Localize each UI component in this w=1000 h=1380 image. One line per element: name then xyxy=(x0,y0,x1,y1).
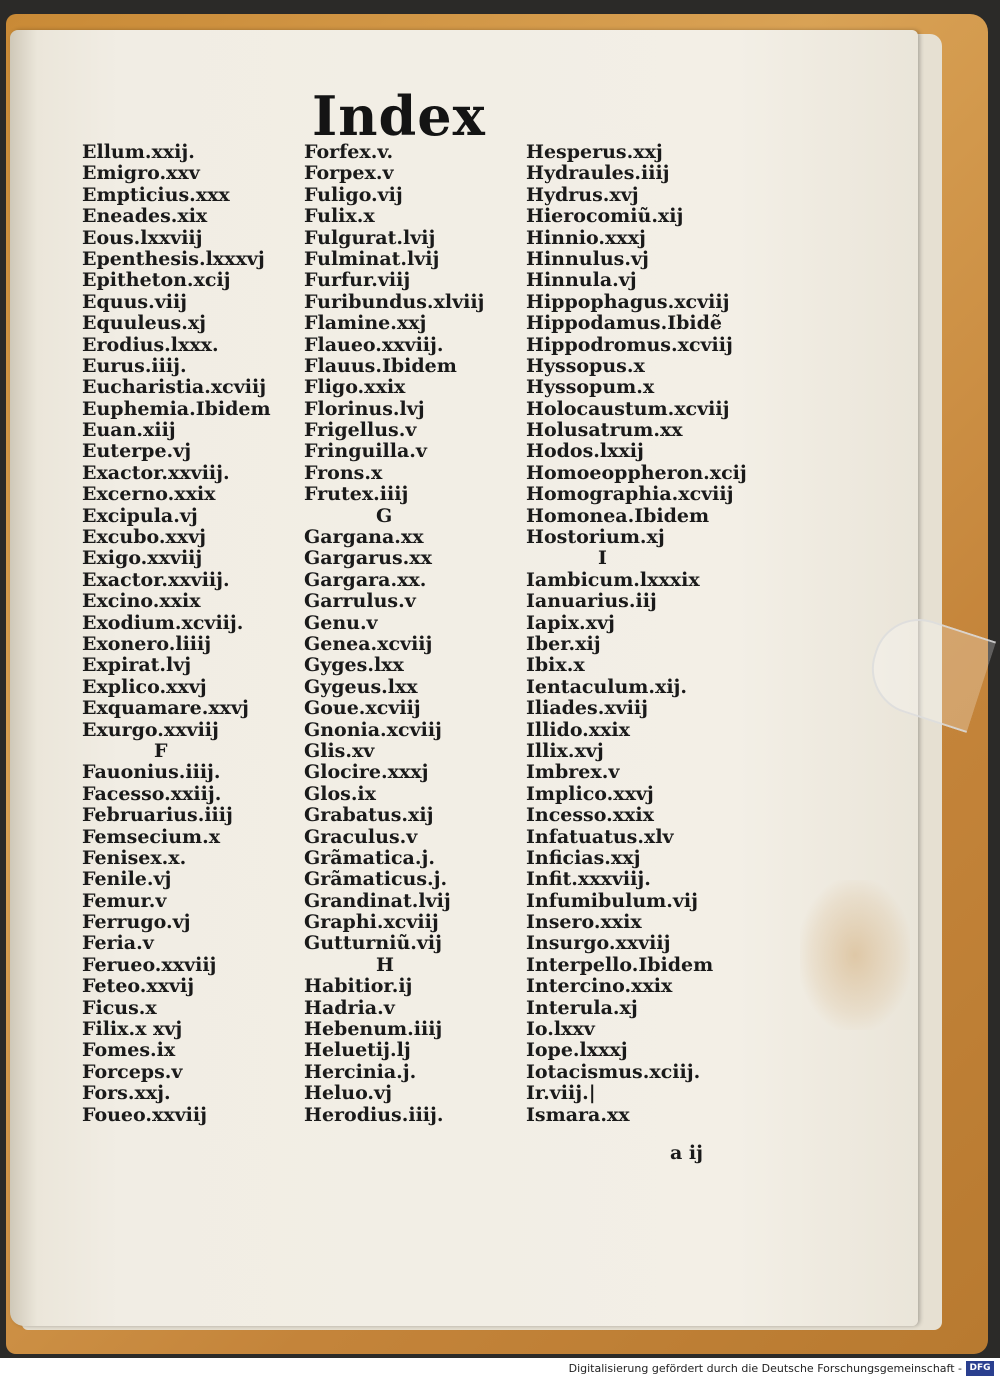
index-entry: Fulgurat.lvij xyxy=(304,226,436,249)
index-entry: Euan.xiij xyxy=(82,419,176,442)
index-entry: Epitheton.xcij xyxy=(82,269,231,292)
index-entry: Emigro.xxv xyxy=(82,162,200,185)
index-entry: Iope.lxxxj xyxy=(526,1039,628,1062)
footer-bar xyxy=(0,1358,1000,1380)
index-entry: Hinnio.xxxj xyxy=(526,226,646,249)
signature-mark: a ij xyxy=(670,1142,704,1164)
index-entry: Hinnulus.vj xyxy=(526,247,649,270)
index-entry: Flauus.Ibidem xyxy=(304,354,457,377)
index-entry: Foueo.xxviij xyxy=(82,1103,207,1126)
index-entry: Excipula.vj xyxy=(82,504,198,527)
index-entry: Fenisex.x. xyxy=(82,846,187,869)
index-entry: Flamine.xxj xyxy=(304,312,427,335)
section-letter: G xyxy=(376,504,393,527)
section-letter: H xyxy=(376,953,394,976)
index-entry: Hinnula.vj xyxy=(526,269,637,292)
index-entry: Exigo.xxviij xyxy=(82,547,203,570)
index-entry: Hierocomiũ.xij xyxy=(526,205,684,228)
index-entry: Ferrugo.vj xyxy=(82,911,191,934)
index-entry: Homonea.Ibidem xyxy=(526,504,710,527)
index-entry: Ferueo.xxviij xyxy=(82,953,217,976)
index-entry: Exonero.liiij xyxy=(82,632,212,655)
index-entry: Genu.v xyxy=(304,611,378,634)
index-column-2 xyxy=(304,142,484,1126)
index-entry: Grandinat.lvij xyxy=(304,889,451,912)
index-entry: Io.lxxv xyxy=(526,1018,595,1041)
index-entry: Ianuarius.iij xyxy=(526,590,657,613)
index-entry: Implico.xxvj xyxy=(526,782,654,805)
paper-stain xyxy=(800,880,910,1030)
index-entry: Exurgo.xxviij xyxy=(82,718,219,741)
index-entry: Gygeus.lxx xyxy=(304,675,418,698)
index-entry: Femur.v xyxy=(82,889,167,912)
index-entry: Fenile.vj xyxy=(82,868,172,891)
index-entry: Hebenum.iiij xyxy=(304,1018,443,1041)
index-entry: Euphemia.Ibidem xyxy=(82,397,271,420)
index-entry: Garrulus.v xyxy=(304,590,416,613)
index-entry: Eucharistia.xcviij xyxy=(82,376,267,399)
index-entry: Exquamare.xxvj xyxy=(82,697,249,720)
index-entry: Habitior.ij xyxy=(304,975,413,998)
index-entry: Hippodamus.Ibidẽ xyxy=(526,312,723,335)
index-entry: Facesso.xxiij. xyxy=(82,782,222,805)
index-entry: Grabatus.xij xyxy=(304,804,434,827)
index-entry: Hydraules.iiij xyxy=(526,162,670,185)
index-entry: Equuleus.xj xyxy=(82,312,207,335)
dfg-logo: DFG xyxy=(966,1361,994,1376)
index-entry: Ellum.xxij. xyxy=(82,141,195,163)
index-entry: Excino.xxix xyxy=(82,590,201,613)
index-entry: Insero.xxix xyxy=(526,911,642,934)
index-entry: Goue.xcviij xyxy=(304,697,421,720)
index-entry: Frigellus.v xyxy=(304,419,417,442)
index-entry: Forpex.v xyxy=(304,162,394,185)
index-entry: Eous.lxxviij xyxy=(82,226,203,249)
index-entry: Iapix.xvj xyxy=(526,611,615,634)
index-entry: Fuligo.vij xyxy=(304,183,403,206)
index-entry: Incesso.xxix xyxy=(526,804,654,827)
index-entry: Fors.xxj. xyxy=(82,1082,171,1105)
index-entry: Ir.viij.| xyxy=(526,1082,596,1105)
index-entry: Exactor.xxviij. xyxy=(82,461,230,484)
index-entry: Hippodromus.xcviij xyxy=(526,333,733,356)
index-entry: Gyges.lxx xyxy=(304,654,404,677)
index-entry: Inficias.xxj xyxy=(526,846,641,869)
index-entry: Exodium.xcviij. xyxy=(82,611,244,634)
index-column-1 xyxy=(82,142,271,1126)
index-entry: Illido.xxix xyxy=(526,718,630,741)
index-entry: Frutex.iiij xyxy=(304,483,409,506)
index-entry: Genea.xcviij xyxy=(304,632,433,655)
index-entry: Illix.xvj xyxy=(526,739,604,762)
index-entry: Fringuilla.v xyxy=(304,440,427,463)
index-entry: Hydrus.xvj xyxy=(526,183,639,206)
index-entry: Furfur.viij xyxy=(304,269,411,292)
index-entry: Iotacismus.xciij. xyxy=(526,1060,701,1083)
section-letter: F xyxy=(154,739,168,762)
index-entry: Hippophagus.xcviij xyxy=(526,290,730,313)
funding-notice: Digitalisierung gefördert durch die Deutsche Forschungsgemeinschaft - xyxy=(568,1362,962,1375)
index-entry: Equus.viij xyxy=(82,290,188,313)
index-entry: Iambicum.lxxxix xyxy=(526,568,700,591)
index-entry: Homoeoppheron.xcij xyxy=(526,461,747,484)
index-entry: Excerno.xxix xyxy=(82,483,216,506)
index-entry: Flaueo.xxviij. xyxy=(304,333,444,356)
index-entry: Gargana.xx xyxy=(304,526,424,549)
index-entry: Eurus.iiij. xyxy=(82,354,187,377)
index-entry: Empticius.xxx xyxy=(82,183,230,206)
index-entry: Erodius.lxxx. xyxy=(82,333,219,356)
index-entry: Hostorium.xj xyxy=(526,526,665,549)
index-entry: Ibix.x xyxy=(526,654,585,677)
index-entry: Ficus.x xyxy=(82,996,157,1019)
index-entry: Hyssopum.x xyxy=(526,376,655,399)
index-entry: Herodius.iiij. xyxy=(304,1103,444,1126)
index-entry: Glos.ix xyxy=(304,782,376,805)
index-heading: Index xyxy=(312,84,486,148)
index-entry: Exactor.xxviij. xyxy=(82,568,230,591)
index-entry: Grãmatica.j. xyxy=(304,846,435,869)
index-entry: Hercinia.j. xyxy=(304,1060,417,1083)
index-entry: Insurgo.xxviij xyxy=(526,932,671,955)
index-entry: Interpello.Ibidem xyxy=(526,953,714,976)
index-entry: Iliades.xviij xyxy=(526,697,648,720)
index-entry: Filix.x xvj xyxy=(82,1018,183,1041)
index-entry: Infumibulum.vij xyxy=(526,889,698,912)
index-entry: Heluo.vj xyxy=(304,1082,392,1105)
index-entry: Hyssopus.x xyxy=(526,354,645,377)
index-entry: Hesperus.xxj xyxy=(526,141,663,163)
index-entry: Gnonia.xcviij xyxy=(304,718,442,741)
index-entry: Gargara.xx. xyxy=(304,568,427,591)
index-entry: Forceps.v xyxy=(82,1060,183,1083)
index-entry: Feria.v xyxy=(82,932,154,955)
index-entry: Graculus.v xyxy=(304,825,418,848)
section-letter: I xyxy=(598,547,607,570)
index-entry: Gargarus.xx xyxy=(304,547,432,570)
index-entry: Florinus.lvj xyxy=(304,397,425,420)
index-entry: Ismara.xx xyxy=(526,1103,630,1126)
index-entry: Intercino.xxix xyxy=(526,975,673,998)
index-entry: Holusatrum.xx xyxy=(526,419,683,442)
index-entry: Explico.xxvj xyxy=(82,675,207,698)
index-entry: Fulminat.lvij xyxy=(304,247,440,270)
index-entry: Gutturniũ.vij xyxy=(304,932,443,955)
index-entry: Interula.xj xyxy=(526,996,638,1019)
index-entry: Iber.xij xyxy=(526,632,601,655)
index-entry: Expirat.lvj xyxy=(82,654,192,677)
index-entry: Februarius.iiij xyxy=(82,804,233,827)
index-entry: Eneades.xix xyxy=(82,205,208,228)
index-column-3 xyxy=(526,142,747,1126)
index-entry: Forfex.v. xyxy=(304,141,394,163)
index-entry: Fulix.x xyxy=(304,205,375,228)
index-entry: Glis.xv xyxy=(304,739,375,762)
index-entry: Homographia.xcviij xyxy=(526,483,734,506)
index-entry: Grãmaticus.j. xyxy=(304,868,448,891)
index-entry: Hodos.lxxij xyxy=(526,440,644,463)
index-entry: Infatuatus.xlv xyxy=(526,825,674,848)
index-entry: Infit.xxxviij. xyxy=(526,868,651,891)
index-entry: Feteo.xxvij xyxy=(82,975,195,998)
index-entry: Frons.x xyxy=(304,461,383,484)
index-entry: Fligo.xxix xyxy=(304,376,406,399)
index-entry: Imbrex.v xyxy=(526,761,620,784)
index-entry: Fauonius.iiij. xyxy=(82,761,221,784)
index-entry: Graphi.xcviij xyxy=(304,911,439,934)
index-entry: Femsecium.x xyxy=(82,825,221,848)
index-entry: Furibundus.xlviij xyxy=(304,290,485,313)
index-entry: Euterpe.vj xyxy=(82,440,192,463)
index-entry: Fomes.ix xyxy=(82,1039,176,1062)
index-entry: Holocaustum.xcviij xyxy=(526,397,730,420)
index-entry: Excubo.xxvj xyxy=(82,526,207,549)
index-entry: Glocire.xxxj xyxy=(304,761,429,784)
index-entry: Hadria.v xyxy=(304,996,395,1019)
index-entry: Heluetij.lj xyxy=(304,1039,411,1062)
index-entry: Epenthesis.lxxxvj xyxy=(82,247,265,270)
index-entry: Ientaculum.xij. xyxy=(526,675,688,698)
